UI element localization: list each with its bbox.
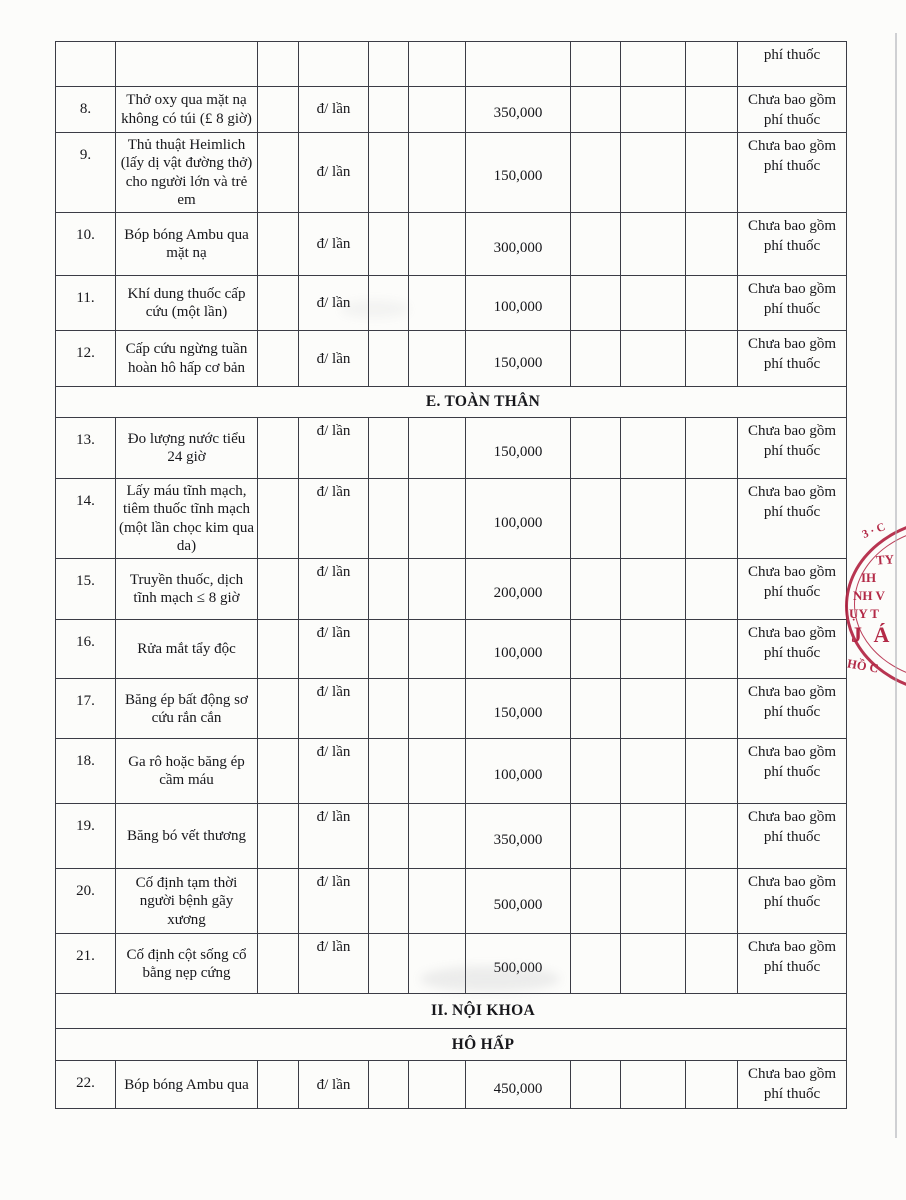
price-table — [55, 41, 847, 1109]
service-name-cell: Rửa mắt tẩy độc — [116, 620, 258, 678]
empty-cell — [258, 869, 299, 933]
table-row — [56, 418, 846, 479]
row-number-cell: 14. — [56, 479, 116, 558]
service-name-cell: Bóp bóng Ambu qua mặt nạ — [116, 213, 258, 275]
stamp-text-fragment: TY — [875, 551, 895, 568]
price-cell: 200,000 — [466, 559, 571, 619]
unit-cell: đ/ lần — [299, 739, 369, 803]
empty-cell — [258, 1061, 299, 1108]
empty-cell — [686, 42, 738, 86]
service-name-cell — [116, 42, 258, 86]
section-header — [56, 994, 846, 1028]
empty-cell — [621, 418, 686, 478]
unit-cell: đ/ lần — [299, 213, 369, 275]
empty-cell — [686, 559, 738, 619]
empty-cell — [409, 213, 466, 275]
row-number-cell: 17. — [56, 679, 116, 738]
empty-cell — [686, 869, 738, 933]
empty-cell — [621, 133, 686, 212]
empty-cell — [621, 213, 686, 275]
empty-cell — [369, 87, 409, 132]
note-cell: Chưa bao gồm phí thuốc — [747, 744, 837, 780]
price-cell: 450,000 — [466, 1061, 571, 1108]
unit-cell: đ/ lần — [299, 869, 369, 933]
price-cell: 300,000 — [466, 213, 571, 275]
empty-cell — [686, 739, 738, 803]
empty-cell — [409, 418, 466, 478]
unit-cell: đ/ lần — [299, 804, 369, 868]
row-number-cell: 18. — [56, 739, 116, 803]
empty-cell — [621, 934, 686, 993]
section-header-label: II. NỘI KHOA — [431, 1002, 535, 1020]
empty-cell — [686, 804, 738, 868]
unit-cell: đ/ lần — [299, 1061, 369, 1108]
empty-cell — [258, 739, 299, 803]
note-cell: Chưa bao gồm phí thuốc — [747, 684, 837, 720]
price-cell: 150,000 — [466, 418, 571, 478]
empty-cell — [258, 559, 299, 619]
empty-cell — [571, 620, 621, 678]
note-cell: Chưa bao gồm phí thuốc — [747, 1066, 837, 1102]
empty-cell — [369, 479, 409, 558]
service-name-cell: Ga rô hoặc băng ép cầm máu — [116, 739, 258, 803]
unit-cell: đ/ lần — [299, 331, 369, 386]
empty-cell — [686, 87, 738, 132]
note-cell: Chưa bao gồm phí thuốc — [747, 625, 837, 661]
empty-cell — [258, 276, 299, 330]
empty-cell — [409, 739, 466, 803]
section-row — [56, 387, 846, 418]
empty-cell — [369, 213, 409, 275]
table-row — [56, 276, 846, 331]
empty-cell — [571, 276, 621, 330]
empty-cell — [686, 620, 738, 678]
scan-edge-line — [895, 33, 897, 1138]
service-name-cell: Truyền thuốc, dịch tĩnh mạch ≤ 8 giờ — [116, 559, 258, 619]
note-cell: Chưa bao gồm phí thuốc — [747, 809, 837, 845]
empty-cell — [621, 620, 686, 678]
unit-cell: đ/ lần — [299, 133, 369, 212]
empty-cell — [409, 87, 466, 132]
empty-cell — [258, 804, 299, 868]
empty-cell — [571, 479, 621, 558]
section-header-label: HÔ HẤP — [451, 1035, 515, 1053]
stamp-text-fragment: J Á — [851, 622, 893, 647]
empty-cell — [258, 679, 299, 738]
section-header — [56, 387, 846, 417]
stamp-text-fragment: HỒ C — [846, 656, 880, 676]
empty-cell — [686, 1061, 738, 1108]
empty-cell — [409, 804, 466, 868]
empty-cell — [571, 1061, 621, 1108]
unit-cell: đ/ lần — [299, 620, 369, 678]
empty-cell — [409, 559, 466, 619]
service-name-cell: Thủ thuật Heimlich (lấy dị vật đường thở) cho người lớn và trẻ em — [116, 133, 258, 212]
empty-cell — [571, 87, 621, 132]
empty-cell — [571, 42, 621, 86]
empty-cell — [621, 559, 686, 619]
stamp-text-fragment: ỤY T — [849, 606, 879, 621]
table-row — [56, 739, 846, 804]
empty-cell — [686, 679, 738, 738]
row-number-cell: 20. — [56, 869, 116, 933]
note-cell: Chưa bao gồm phí thuốc — [747, 138, 837, 174]
unit-cell: đ/ lần — [299, 87, 369, 132]
empty-cell — [369, 133, 409, 212]
price-cell: 500,000 — [466, 934, 571, 993]
table-row — [56, 559, 846, 620]
empty-cell — [686, 418, 738, 478]
row-number-cell: 9. — [56, 133, 116, 212]
empty-cell — [258, 42, 299, 86]
empty-cell — [258, 418, 299, 478]
empty-cell — [571, 679, 621, 738]
price-cell — [466, 42, 571, 86]
empty-cell — [258, 87, 299, 132]
table-row — [56, 133, 846, 213]
row-number-cell — [56, 42, 116, 86]
empty-cell — [258, 479, 299, 558]
row-number-cell: 21. — [56, 934, 116, 993]
empty-cell — [369, 739, 409, 803]
empty-cell — [369, 804, 409, 868]
row-number-cell: 22. — [56, 1061, 116, 1108]
empty-cell — [369, 42, 409, 86]
empty-cell — [409, 276, 466, 330]
empty-cell — [369, 1061, 409, 1108]
empty-cell — [621, 739, 686, 803]
empty-cell — [621, 276, 686, 330]
service-name-cell: Cố định cột sống cổ bằng nẹp cứng — [116, 934, 258, 993]
empty-cell — [369, 869, 409, 933]
note-cell: phí thuốc — [763, 47, 821, 63]
row-number-cell: 8. — [56, 87, 116, 132]
empty-cell — [409, 42, 466, 86]
section-row — [56, 1029, 846, 1061]
stamp-inner-arc — [854, 526, 906, 682]
empty-cell — [369, 331, 409, 386]
price-cell: 100,000 — [466, 276, 571, 330]
unit-cell: đ/ lần — [299, 679, 369, 738]
empty-cell — [621, 679, 686, 738]
empty-cell — [369, 679, 409, 738]
empty-cell — [258, 620, 299, 678]
note-cell: Chưa bao gồm phí thuốc — [747, 218, 837, 254]
table-row — [56, 1061, 846, 1108]
empty-cell — [409, 1061, 466, 1108]
price-cell: 350,000 — [466, 87, 571, 132]
empty-cell — [686, 934, 738, 993]
stamp-text-fragment: 3 · C — [860, 521, 888, 541]
empty-cell — [621, 1061, 686, 1108]
row-number-cell: 10. — [56, 213, 116, 275]
section-header-label: E. TOÀN THÂN — [425, 393, 541, 411]
scan-smudge — [340, 300, 410, 318]
empty-cell — [409, 331, 466, 386]
row-number-cell: 19. — [56, 804, 116, 868]
empty-cell — [571, 869, 621, 933]
stamp-text-fragment: NH V — [853, 588, 885, 603]
note-cell: Chưa bao gồm phí thuốc — [747, 874, 837, 910]
note-cell: Chưa bao gồm phí thuốc — [747, 939, 837, 975]
empty-cell — [621, 87, 686, 132]
table-row — [56, 620, 846, 679]
note-cell: Chưa bao gồm phí thuốc — [747, 336, 837, 372]
table-row — [56, 87, 846, 133]
service-name-cell: Cấp cứu ngừng tuần hoàn hô hấp cơ bản — [116, 331, 258, 386]
row-number-cell: 13. — [56, 418, 116, 478]
table-row — [56, 679, 846, 739]
price-cell: 100,000 — [466, 739, 571, 803]
empty-cell — [571, 331, 621, 386]
empty-cell — [409, 479, 466, 558]
empty-cell — [369, 559, 409, 619]
note-cell: Chưa bao gồm phí thuốc — [747, 281, 837, 317]
empty-cell — [621, 479, 686, 558]
table-row — [56, 869, 846, 934]
empty-cell — [571, 133, 621, 212]
empty-cell — [571, 559, 621, 619]
empty-cell — [258, 331, 299, 386]
empty-cell — [369, 418, 409, 478]
price-cell: 150,000 — [466, 679, 571, 738]
section-header — [56, 1029, 846, 1060]
empty-cell — [409, 679, 466, 738]
empty-cell — [686, 479, 738, 558]
empty-cell — [686, 331, 738, 386]
service-name-cell: Thở oxy qua mặt nạ không có túi (£ 8 giờ) — [116, 87, 258, 132]
service-name-cell: Cố định tạm thời người bệnh gãy xương — [116, 869, 258, 933]
price-cell: 100,000 — [466, 620, 571, 678]
empty-cell — [258, 133, 299, 212]
note-cell: Chưa bao gồm phí thuốc — [747, 423, 837, 459]
empty-cell — [409, 869, 466, 933]
empty-cell — [621, 869, 686, 933]
unit-cell — [299, 42, 369, 86]
empty-cell — [686, 213, 738, 275]
empty-cell — [621, 331, 686, 386]
empty-cell — [258, 213, 299, 275]
empty-cell — [409, 620, 466, 678]
row-number-cell: 16. — [56, 620, 116, 678]
unit-cell: đ/ lần — [299, 276, 369, 330]
unit-cell: đ/ lần — [299, 934, 369, 993]
service-name-cell: Đo lượng nước tiểu 24 giờ — [116, 418, 258, 478]
scan-smudge — [420, 966, 560, 992]
unit-cell: đ/ lần — [299, 479, 369, 558]
row-number-cell: 11. — [56, 276, 116, 330]
empty-cell — [571, 739, 621, 803]
note-cell: Chưa bao gồm phí thuốc — [747, 92, 837, 128]
service-name-cell: Khí dung thuốc cấp cứu (một lần) — [116, 276, 258, 330]
empty-cell — [369, 934, 409, 993]
row-number-cell: 15. — [56, 559, 116, 619]
empty-cell — [369, 620, 409, 678]
row-number-cell: 12. — [56, 331, 116, 386]
price-cell: 500,000 — [466, 869, 571, 933]
table-row — [56, 331, 846, 387]
empty-cell — [686, 276, 738, 330]
unit-cell: đ/ lần — [299, 559, 369, 619]
empty-cell — [571, 418, 621, 478]
price-cell: 100,000 — [466, 479, 571, 558]
empty-cell — [571, 213, 621, 275]
unit-cell: đ/ lần — [299, 418, 369, 478]
table-row — [56, 804, 846, 869]
table-row — [56, 213, 846, 276]
service-name-cell: Băng bó vết thương — [116, 804, 258, 868]
price-cell: 150,000 — [466, 133, 571, 212]
stamp-text-fragment: IH — [861, 570, 877, 585]
service-name-cell: Băng ép bất động sơ cứu rắn cắn — [116, 679, 258, 738]
empty-cell — [571, 804, 621, 868]
partial-top-row — [56, 42, 846, 87]
empty-cell — [409, 133, 466, 212]
table-row — [56, 479, 846, 559]
empty-cell — [571, 934, 621, 993]
empty-cell — [258, 934, 299, 993]
note-cell: Chưa bao gồm phí thuốc — [747, 564, 837, 600]
empty-cell — [686, 133, 738, 212]
price-cell: 350,000 — [466, 804, 571, 868]
section-row — [56, 994, 846, 1029]
service-name-cell: Bóp bóng Ambu qua — [116, 1061, 258, 1108]
service-name-cell: Lấy máu tĩnh mạch, tiêm thuốc tĩnh mạch (một lần chọc kim qua da) — [116, 479, 258, 558]
empty-cell — [621, 804, 686, 868]
price-cell: 150,000 — [466, 331, 571, 386]
empty-cell — [621, 42, 686, 86]
note-cell: Chưa bao gồm phí thuốc — [747, 484, 837, 520]
